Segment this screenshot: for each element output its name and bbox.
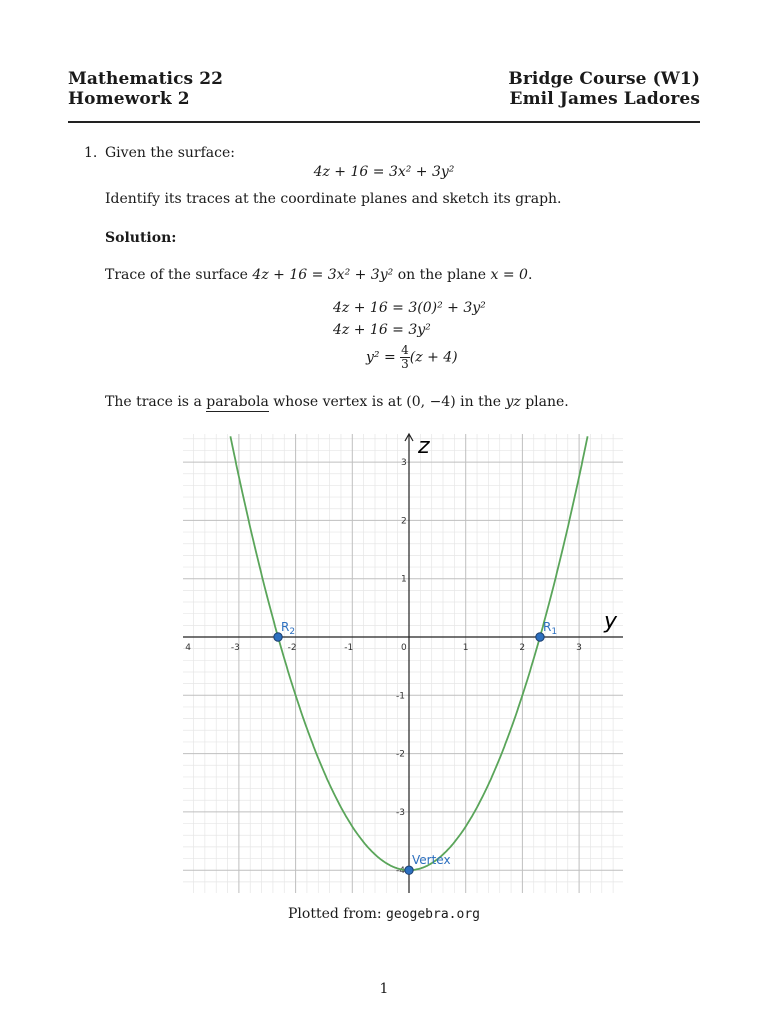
x-tick-label: -3 <box>230 643 240 653</box>
point-label-subscript: 1 <box>551 627 558 637</box>
step-1: 4z + 16 = 3(0)² + 3y² <box>333 300 486 316</box>
y-tick-label: 2 <box>401 516 407 527</box>
caption <box>0 905 768 924</box>
grid-major <box>183 434 623 893</box>
caption-source: geogebra.org <box>386 907 480 922</box>
axes <box>183 434 623 893</box>
z-axis-label: z <box>418 434 430 459</box>
x-tick-label: -1 <box>344 643 354 653</box>
x-tick-label: 2 <box>519 643 526 653</box>
conclusion-b: whose vertex is at <box>273 394 402 410</box>
step-3-rhs: (z + 4) <box>409 349 458 366</box>
step-3-lhs: y² = <box>366 349 396 366</box>
trace-prefix: Trace of the surface <box>105 267 248 283</box>
x-tick-label: 4 <box>185 643 191 653</box>
point-label: $R_2$ <box>281 620 296 637</box>
step-3-denominator: 3 <box>401 357 409 371</box>
caption-text: Plotted from: <box>288 906 382 922</box>
trace-plane: x = 0 <box>490 267 528 283</box>
given-equation: 4z + 16 = 3x² + 3y² <box>313 164 455 180</box>
point-vertex <box>405 866 413 874</box>
conclusion-d: plane. <box>525 394 569 410</box>
point-label-subscript: 2 <box>289 627 296 637</box>
point-label: $R_1$ <box>542 620 558 637</box>
trace-equation: 4z + 16 = 3x² + 3y² <box>252 267 394 283</box>
trace-period: . <box>527 267 533 283</box>
special-points <box>274 620 558 877</box>
y-tick-label: -2 <box>396 749 405 760</box>
point-r2 <box>274 633 282 641</box>
author-name: Emil James Ladores <box>509 89 700 109</box>
y-tick-label: -1 <box>396 691 405 702</box>
y-tick-label: -4 <box>396 866 405 877</box>
x-tick-label: 0 <box>401 643 407 653</box>
y-axis-label: y <box>604 609 618 634</box>
y-tick-label: -3 <box>396 807 405 818</box>
page-number: 1 <box>379 981 389 997</box>
trace-mid: on the plane <box>397 267 487 283</box>
conclusion-a: The trace is a <box>105 394 202 410</box>
y-tick-label: 1 <box>401 574 407 585</box>
homework-title: Homework 2 <box>68 89 190 109</box>
solution-label: Solution: <box>105 230 177 246</box>
x-tick-label: -2 <box>287 643 297 653</box>
bridge-course: Bridge Course (W1) <box>508 69 700 89</box>
step-3-numerator: 4 <box>401 343 409 357</box>
parabola-word: parabola <box>206 394 269 410</box>
y-tick-label: 3 <box>401 458 407 469</box>
x-tick-label: 1 <box>462 643 469 653</box>
conclusion-c: in the <box>460 394 501 410</box>
given-text: Given the surface: <box>105 145 235 161</box>
step-2: 4z + 16 = 3y² <box>333 322 431 338</box>
point-r1 <box>536 633 544 641</box>
x-tick-label: 3 <box>576 643 582 653</box>
vertex-point: (0, −4) <box>406 394 456 410</box>
plane-name: yz <box>505 394 521 410</box>
point-label: Vertex <box>412 853 451 868</box>
grid-minor <box>183 434 623 893</box>
course-title: Mathematics 22 <box>68 69 224 89</box>
problem-number: 1. <box>84 145 98 161</box>
instruction-text: Identify its traces at the coordinate planes and sketch its graph. <box>105 191 562 207</box>
